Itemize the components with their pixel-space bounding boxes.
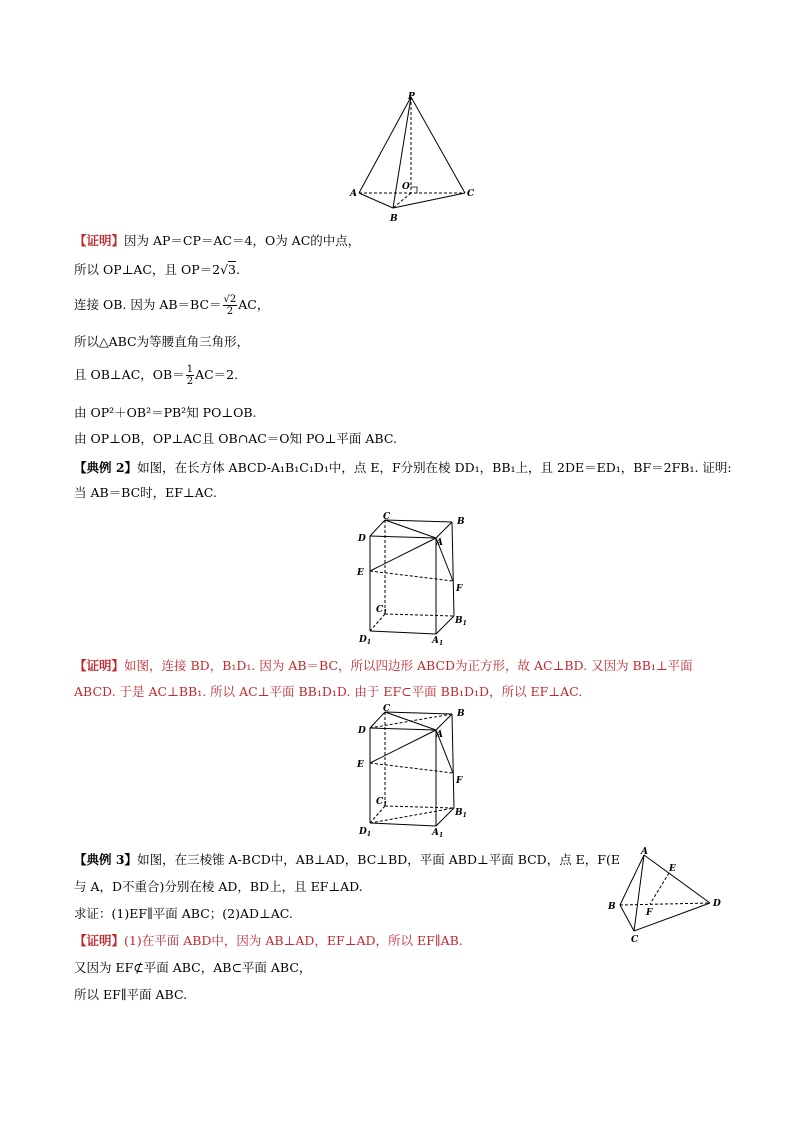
label-B1: $B_1$ (455, 616, 467, 627)
label-C: C (467, 189, 475, 199)
fraction-numerator: 1 (186, 364, 194, 375)
figure-tetrahedron-pabc (345, 90, 485, 225)
label-B: B (457, 517, 465, 527)
label-B: B (608, 902, 616, 912)
proof1-line3 (74, 294, 269, 317)
proof1-line4: 所以△ABC为等腰直角三角形， (74, 334, 250, 349)
label-C: C (631, 935, 639, 945)
label-C: C (383, 512, 391, 522)
label-B: B (457, 709, 465, 719)
example3-line1 (74, 851, 620, 869)
example3-line2: 与 A，D不重合)分别在棱 AD，BD上，且 EF⊥AD. (74, 879, 363, 894)
label-C: C (383, 704, 391, 714)
label-F: F (456, 584, 463, 594)
label-C1: $C_1$ (376, 797, 388, 808)
example3-text1: 如图，在三棱锥 A-BCD中，AB⊥AD，BC⊥BD，平面 ABD⊥平面 BCD，点 E，F(E (137, 852, 620, 867)
proof3-line2: 又因为 EF⊄平面 ABC，AB⊂平面 ABC， (74, 960, 312, 975)
proof1-line2: 所以 OP⊥AC，且 OP＝2√3. (74, 262, 240, 277)
example-tag: 【典例 2】 (74, 460, 138, 475)
example2-line1 (74, 459, 732, 477)
example-tag: 【典例 3】 (74, 852, 138, 867)
label-A: A (641, 847, 648, 857)
fraction-one-half (186, 364, 194, 387)
proof-tag: 【证明】 (74, 658, 125, 673)
proof1-line2-text: 所以 OP⊥AC，且 OP＝2 (74, 262, 221, 277)
proof3-text1: (1)在平面 ABD中，因为 AB⊥AD，EF⊥AD，所以 EF∥AB. (124, 933, 463, 948)
proof1-line1 (74, 232, 360, 250)
proof2-text1: 如图，连接 BD，B₁D₁. 因为 AB＝BC，所以四边形 ABCD为正方形，故 AC⊥BD. 又因为 BB₁⊥平面 (124, 658, 693, 673)
proof3-line1 (74, 932, 463, 950)
label-E: E (357, 760, 364, 770)
proof1-line5-end: AC＝2. (195, 367, 239, 382)
example2-text1: 如图，在长方体 ABCD-A₁B₁C₁D₁中，点 E，F分别在棱 DD₁，BB₁上，且 2DE＝ED₁，BF＝2FB₁. 证明: (137, 460, 732, 475)
fraction-denominator: 2 (186, 376, 194, 387)
label-A: A (350, 189, 357, 199)
label-O: O (402, 182, 410, 192)
label-E: E (357, 568, 364, 578)
label-D: D (358, 534, 366, 544)
figure-pyramid-abcd (600, 845, 730, 945)
proof3-line3: 所以 EF∥平面 ABC. (74, 987, 188, 1002)
proof1-line5 (74, 364, 238, 387)
label-F: F (456, 776, 463, 786)
proof-tag: 【证明】 (74, 933, 125, 948)
proof1-line2-end: . (236, 262, 240, 277)
label-B: B (390, 214, 398, 224)
fraction-numerator: √2 (223, 294, 237, 305)
label-C1: $C_1$ (376, 605, 388, 616)
fraction-denominator: 2 (226, 306, 234, 317)
proof1-line3-end: AC， (238, 297, 270, 312)
proof2-line2: ABCD. 于是 AC⊥BB₁. 所以 AC⊥平面 BB₁D₁D. 由于 EF⊂平面 BB₁D₁D，所以 EF⊥AC. (74, 684, 583, 699)
proof1-line6: 由 OP²＋OB²＝PB²知 PO⊥OB. (74, 405, 257, 420)
label-A1: $A_1$ (432, 636, 444, 647)
proof1-sqrt-value: 3 (228, 262, 236, 277)
figure-cuboid-2 (350, 700, 480, 840)
label-F: F (646, 908, 653, 918)
label-D: D (358, 726, 366, 736)
proof1-line7: 由 OP⊥OB，OP⊥AC且 OB∩AC＝O知 PO⊥平面 ABC. (74, 431, 397, 446)
label-A: A (436, 730, 443, 740)
proof2-line1 (74, 657, 693, 675)
proof1-line3-text: 连接 OB. 因为 AB＝BC＝ (74, 297, 222, 312)
label-A1: $A_1$ (432, 828, 444, 839)
example2-line2: 当 AB＝BC时，EF⊥AC. (74, 485, 217, 500)
label-B1: $B_1$ (455, 808, 467, 819)
label-E: E (669, 864, 676, 874)
label-A: A (436, 538, 443, 548)
proof-tag: 【证明】 (74, 233, 125, 248)
label-D1: $D_1$ (359, 827, 371, 838)
figure-cuboid-1 (350, 508, 480, 648)
example3-line3: 求证：(1)EF∥平面 ABC；(2)AD⊥AC. (74, 906, 293, 921)
proof1-line1-text: 因为 AP＝CP＝AC＝4，O为 AC的中点， (124, 233, 361, 248)
label-D: D (713, 899, 721, 909)
label-D1: $D_1$ (359, 635, 371, 646)
proof1-line5-text: 且 OB⊥AC，OB＝ (74, 367, 185, 382)
fraction-sqrt2-over-2 (223, 294, 238, 317)
label-P: P (408, 92, 415, 102)
